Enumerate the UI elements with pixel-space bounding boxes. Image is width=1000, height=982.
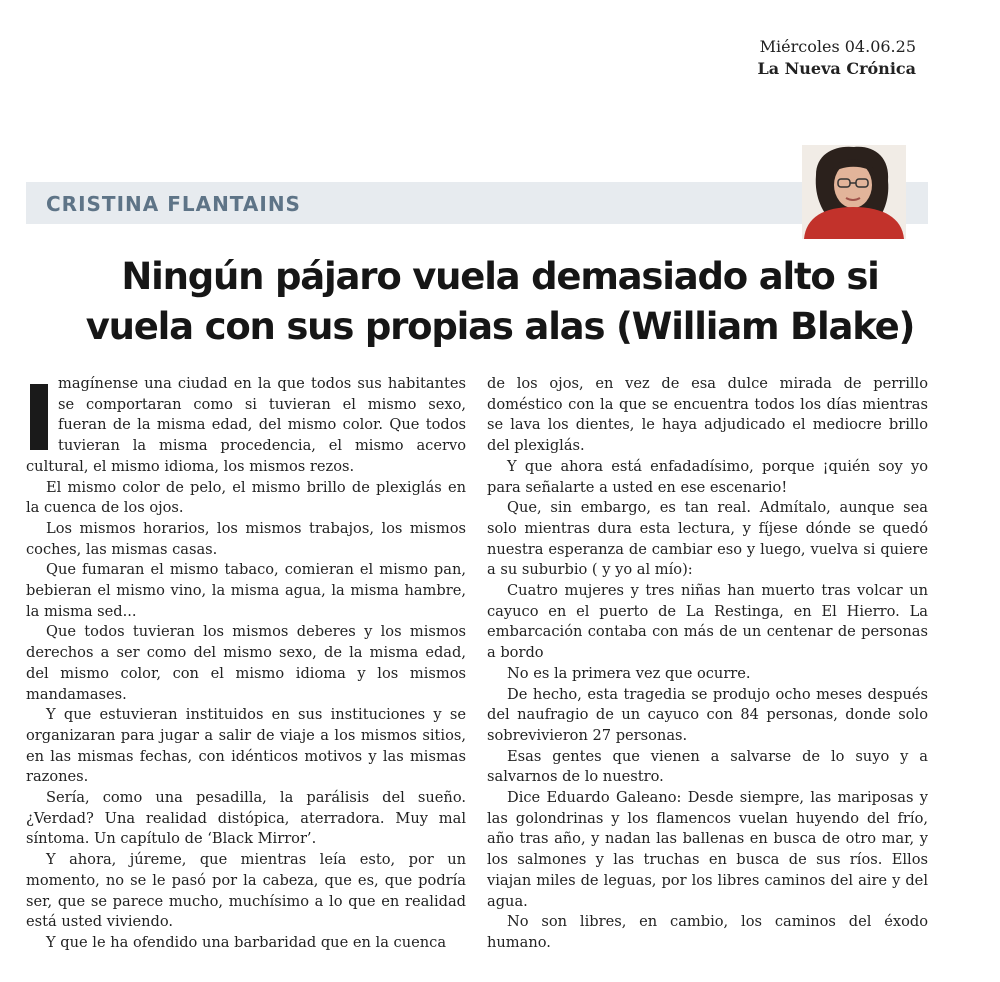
paragraph: Esas gentes que vienen a salvarse de lo suyo y a salvarnos de lo nuestro. <box>487 747 928 786</box>
paragraph: Y que le ha ofendido una barbaridad que en la cuenca <box>46 933 447 951</box>
paragraph: magínense una ciudad en la que todos sus habitantes se comportaran como si tuvieran el mismo sexo, fueran de la misma edad, del mismo color. Que todos tuvieran la misma procedencia, el mismo acervo cultural, el mismo idioma, los mismos rezos. <box>26 375 466 475</box>
paragraph: Que fumaran el mismo tabaco, comieran el mismo pan, bebieran el mismo vino, la misma agua, la misma hambre, la misma sed... <box>26 561 466 620</box>
publication-date: Miércoles 04.06.25 <box>759 37 916 56</box>
article-column-left <box>26 374 466 954</box>
paragraph-continuation: de los ojos, en vez de esa dulce mirada de perrillo doméstico con la que se encuentra todos los días mientras se lava los dientes, le haya adjudicado el mediocre brillo del plexiglás. <box>487 375 928 455</box>
drop-cap-i <box>30 384 48 450</box>
paragraph: Sería, como una pesadilla, la parálisis del sueño. ¿Verdad? Una realidad distópica, aterradora. Muy mal síntoma. Un capítulo de ‘Black Mirror’. <box>26 789 466 848</box>
paragraph: No son libres, en cambio, los caminos del éxodo humano. <box>487 913 928 951</box>
paragraph: Que, sin embargo, es tan real. Admítalo, aunque sea solo mientras dura esta lectura, y fíjese dónde se quedó nuestra esperanza de cambiar eso y luego, vuelva si quiere a su suburbio ( y yo al mío): <box>487 499 928 579</box>
dateline <box>757 36 916 80</box>
author-portrait <box>802 145 906 239</box>
newspaper-name: La Nueva Crónica <box>757 59 916 78</box>
paragraph: El mismo color de pelo, el mismo brillo de plexiglás en la cuenca de los ojos. <box>26 478 466 517</box>
paragraph: No es la primera vez que ocurre. <box>507 664 751 682</box>
author-name: CRISTINA FLANTAINS <box>46 192 301 216</box>
headline-line-2: vuela con sus propias alas (William Blake) <box>85 305 915 348</box>
paragraph: De hecho, esta tragedia se produjo ocho meses después del naufragio de un cayuco con 84 personas, donde solo sobrevivieron 27 personas. <box>487 685 928 744</box>
paragraph: Y que estuvieran instituidos en sus instituciones y se organizaran para jugar a salir de viaje a los mismos sitios, en las mismas fechas, con idénticos motivos y las mismas razones. <box>26 706 466 786</box>
article-column-right <box>487 374 928 954</box>
headline-line-1: Ningún pájaro vuela demasiado alto si <box>121 255 879 298</box>
paragraph: Que todos tuvieran los mismos deberes y los mismos derechos a ser como del mismo sexo, de la misma edad, del mismo color, con el mismo idioma y los mismos mandamases. <box>26 623 466 703</box>
paragraph: Y ahora, júreme, que mientras leía esto, por un momento, no se le pasó por la cabeza, que es, que podría ser, que se parece mucho, muchísimo a lo que en realidad está usted viviendo. <box>26 851 466 931</box>
paragraph: Cuatro mujeres y tres niñas han muerto tras volcar un cayuco en el puerto de La Restinga, en El Hierro. La embarcación contaba con más de un centenar de personas a bordo <box>487 582 928 662</box>
headline <box>40 252 960 352</box>
paragraph: Y que ahora está enfadadísimo, porque ¡quién soy yo para señalarte a usted en ese escenario! <box>487 457 928 496</box>
paragraph: Los mismos horarios, los mismos trabajos, los mismos coches, las mismas casas. <box>26 519 466 558</box>
paragraph: Dice Eduardo Galeano: Desde siempre, las mariposas y las golondrinas y los flamencos vuelan huyendo del frío, año tras año, y nadan las ballenas en busca de otro mar, y los salmones y las truchas en busca de sus ríos. Ellos viajan miles de leguas, por los libres caminos del aire y del agua. <box>487 789 928 910</box>
